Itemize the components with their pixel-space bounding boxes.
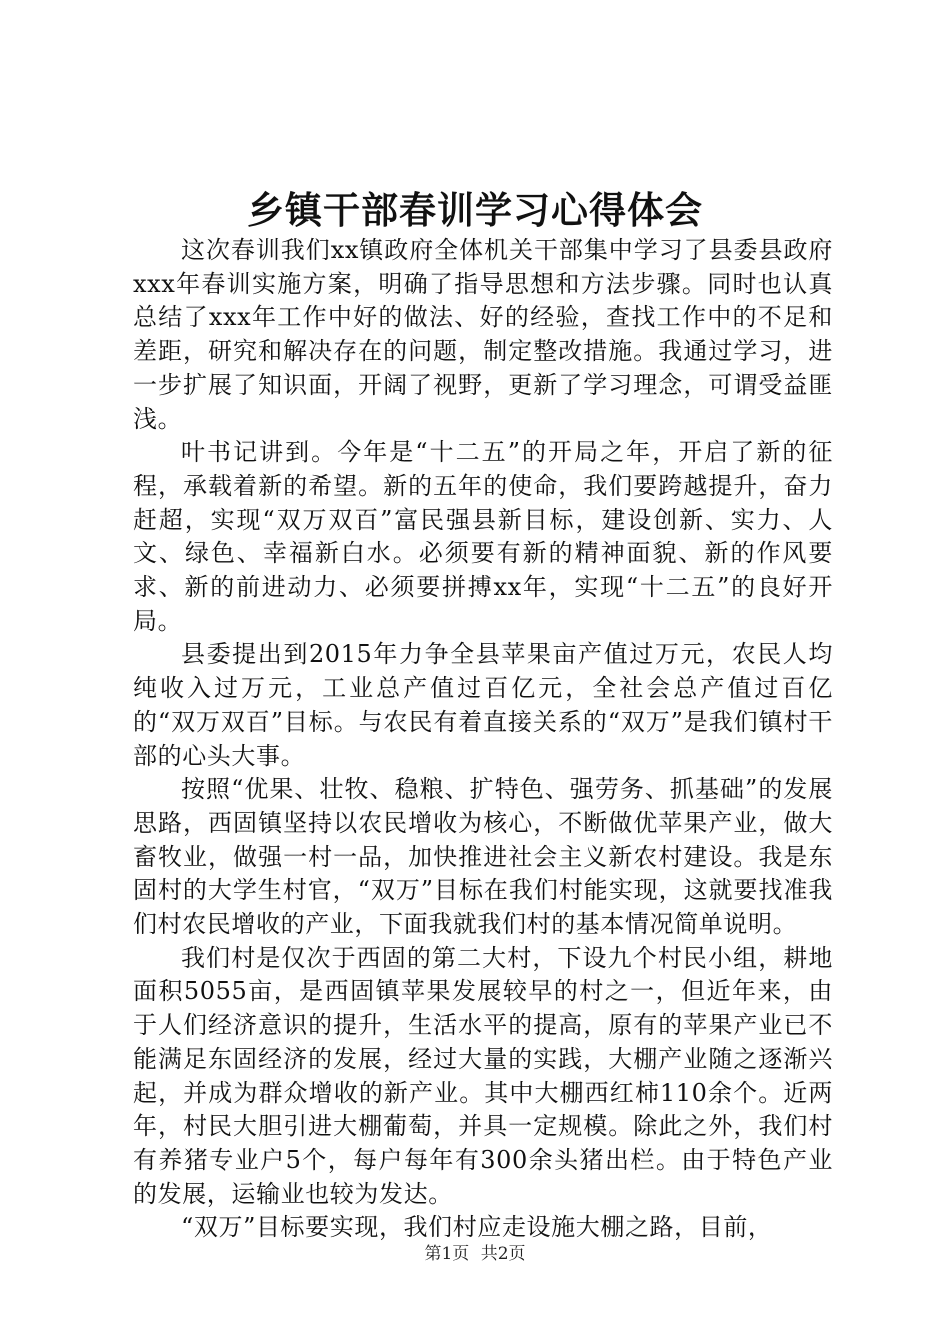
paragraph: “双万”目标要实现，我们村应走设施大棚之路，目前， <box>181 1213 773 1242</box>
document-title: 乡镇干部春训学习心得体会 <box>247 188 703 232</box>
paragraph: 我们村是仅次于西固的第二大村，下设九个村民小组，耕地面积5055亩，是西固镇苹果发展较早的村之一，但近年来，由于人们经济意识的提升，生活水平的提高，原有的苹果产业已不能满足东固经济的发展，经过大量的实践，大棚产业随之逐渐兴起，并成为群众增收的新产业。其中大棚西红柿110余个。近两年，村民大胆引进大棚葡萄，并具一定规模。除此之外，我们村有养猪专业户5个，每户每年有300余头猪出栏。由于特色产业的发展，运输业也较为发达。 <box>133 943 833 1208</box>
paragraph: 县委提出到2015年力争全县苹果亩产值过万元，农民人均纯收入过万元，工业总产值过百亿元，全社会总产值过百亿的“双万双百”目标。与农民有着直接关系的“双万”是我们镇村干部的心头大事。 <box>133 640 833 770</box>
page-number: 第1页 <box>424 1244 470 1264</box>
document-body <box>133 234 833 1245</box>
paragraph: 这次春训我们xx镇政府全体机关干部集中学习了县委县政府xxx年春训实施方案，明确了指导思想和方法步骤。同时也认真总结了xxx年工作中好的做法、好的经验，查找工作中的不足和差距，研究和解决存在的问题，制定整改措施。我通过学习，进一步扩展了知识面，开阔了视野，更新了学习理念，可谓受益匪浅。 <box>133 236 833 433</box>
page-total: 共2页 <box>480 1244 526 1264</box>
paragraph: 按照“优果、壮牧、稳粮、扩特色、强劳务、抓基础”的发展思路，西固镇坚持以农民增收为核心，不断做优苹果产业，做大畜牧业，做强一村一品，加快推进社会主义新农村建设。我是东固村的大学生村官，“双万”目标在我们村能实现，这就要找准我们村农民增收的产业，下面我就我们村的基本情况简单说明。 <box>133 775 833 939</box>
page-footer <box>0 1242 950 1266</box>
paragraph: 叶书记讲到。今年是“十二五”的开局之年，开启了新的征程，承载着新的希望。新的五年的使命，我们要跨越提升，奋力赶超，实现“双万双百”富民强县新目标，建设创新、实力、人文、绿色、幸福新白水。必须要有新的精神面貌、新的作风要求、新的前进动力、必须要拼搏xx年，实现“十二五”的良好开局。 <box>133 438 833 635</box>
